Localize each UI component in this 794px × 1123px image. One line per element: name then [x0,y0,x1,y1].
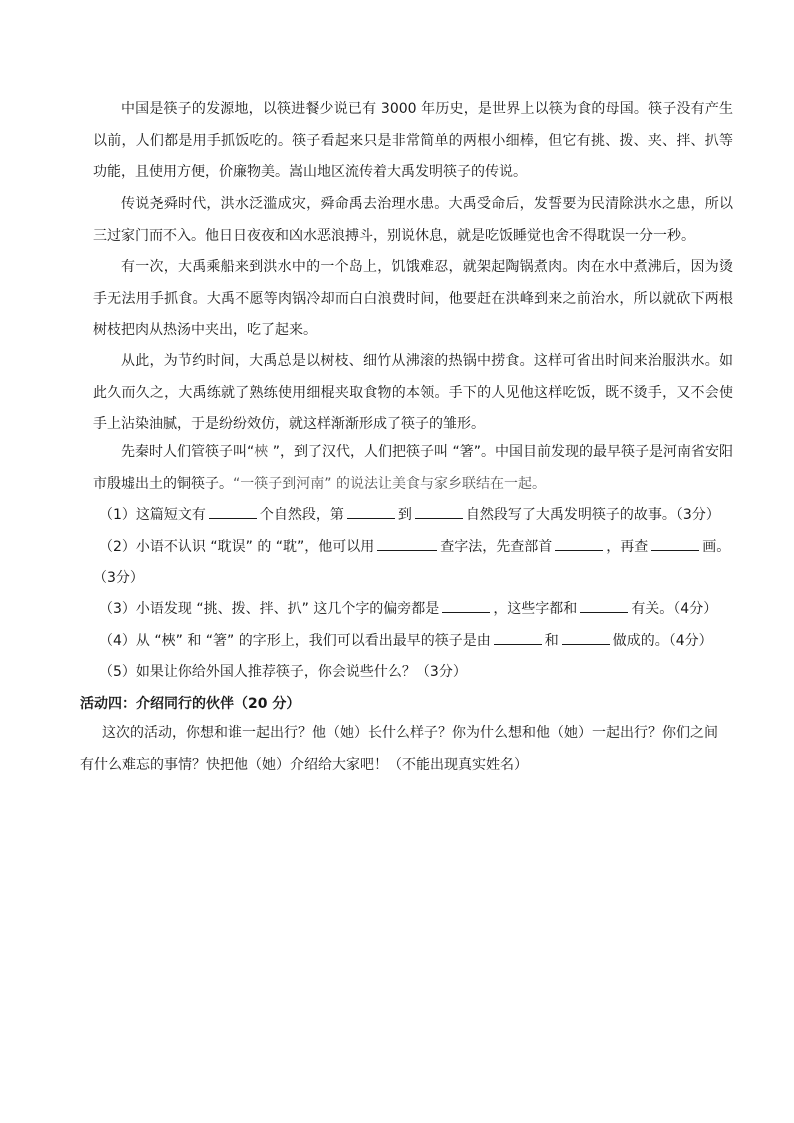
passage-paragraph-2: 传说尧舜时代，洪水泛滥成灾，舜命禹去治理水患。大禹受命后，发誓要为民清除洪水之患，所以三过家门而不入。他日日夜夜和凶水恶浪搏斗，别说休息，就是吃饭睡觉也舍不得耽误一分一秒。 [93,196,733,244]
answer-blank[interactable] [651,538,699,551]
activity-instructions: 这次的活动，你想和谁一起出行？他（她）长什么样子？你为什么想和他（她）一起出行？你们之间有什么难忘的事情？快把他（她）介绍给大家吧！（不能出现真实姓名） [80,725,718,773]
question-2: （2）小语不认识 “耽误” 的 “耽”，他可以用 查字法，先查部首 ，再查 画。 （3分） [93,539,731,586]
answer-blank[interactable] [442,600,490,613]
answer-blank[interactable] [494,632,542,645]
answer-blank[interactable] [347,506,395,519]
passage-paragraph-5: 先秦时人们管筷子叫“梜 ”，到了汉代，人们把筷子叫 “箸”。中国目前发现的最早筷子是河南省安阳市殷墟出土的铜筷子。“一筷子到河南” 的说法让美食与家乡联结在一起。 [93,444,733,492]
answer-blank[interactable] [562,632,610,645]
answer-blank[interactable] [209,506,257,519]
passage-paragraph-4: 从此，为节约时间，大禹总是以树枝、细竹从沸滚的热锅中捞食。这样可省出时间来治服洪水。如此久而久之，大禹练就了熟练使用细棍夹取食物的本领。手下的人见他这样吃饭，既不烫手，又不会使手上沾染油腻，于是纷纷效仿，就这样渐渐形成了筷子的雏形。 [93,353,733,432]
answer-blank[interactable] [415,506,463,519]
passage-paragraph-3: 有一次，大禹乘船来到洪水中的一个岛上，饥饿难忍，就架起陶锅煮肉。肉在水中煮沸后，因为烫手无法用手抓食。大禹不愿等肉锅冷却而白白浪费时间，他要赶在洪峰到来之前治水，所以就砍下两根树枝把肉从热汤中夹出，吃了起来。 [93,259,733,338]
question-5: （5）如果让你给外国人推荐筷子，你会说些什么？（3分） [99,664,467,680]
answer-blank[interactable] [555,538,603,551]
answer-blank[interactable] [377,538,437,551]
activity-heading: 活动四：介绍同行的伙伴（20 分） [80,696,301,712]
question-1: （1）这篇短文有 个自然段，第 到 自然段写了大禹发明筷子的故事。（3分） [99,507,720,523]
question-4: （4）从 “梜” 和 “箸” 的字形上，我们可以看出最早的筷子是由 和 做成的。（4分） [99,633,713,649]
answer-blank[interactable] [580,600,628,613]
question-3: （3）小语发现 “挑、拨、拌、扒” 这几个字的偏旁都是 ，这些字都和 有关。（4分） [99,601,718,617]
passage-paragraph-1: 中国是筷子的发源地，以筷进餐少说已有 3000 年历史，是世界上以筷为食的母国。筷子没有产生以前，人们都是用手抓饭吃的。筷子看起来只是非常简单的两根小细棒，但它有挑、拨、夹、拌、扒等功能，且使用方便，价廉物美。嵩山地区流传着大禹发明筷子的传说。 [93,101,733,180]
